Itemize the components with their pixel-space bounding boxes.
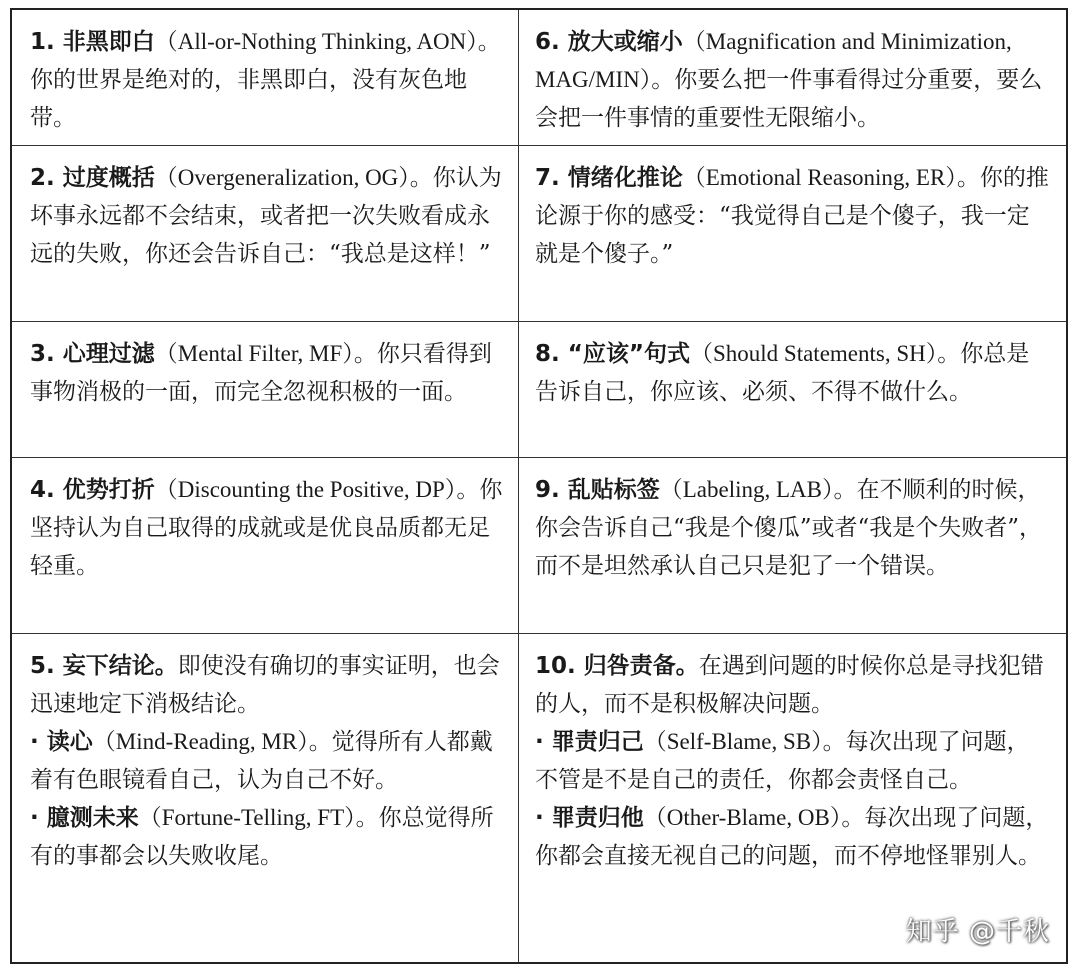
sub-item-description: 。每次出现了问题，你都会直接无视自己的问题，而不停地怪罪别人。: [535, 805, 1049, 869]
watermark: 知乎 @千秋: [905, 917, 1050, 947]
cell-heading: 1. 非黑即白: [30, 29, 155, 55]
cell-description: 。在不顺利的时候，你会告诉自己“我是个傻瓜”或者“我是个失败者”，而不是坦然承认自己只是犯了一个错误。: [535, 477, 1043, 579]
cell-english-term: （Overgeneralization, OG）: [154, 165, 410, 190]
cell-english-term: （Labeling, LAB）: [659, 477, 834, 502]
cell-heading: 4. 优势打折: [30, 477, 155, 503]
cell-heading: 2. 过度概括: [30, 165, 155, 191]
cell-6-magnification: [519, 10, 1066, 146]
sub-item-heading: · 臆测未来: [30, 805, 139, 831]
cell-intro: [30, 647, 504, 723]
sub-item-heading: · 读心: [30, 729, 93, 755]
cell-1-all-or-nothing: [12, 10, 519, 146]
cell-heading: 8. “应该”句式: [535, 341, 690, 367]
cell-7-emotional-reasoning: [519, 146, 1066, 322]
cell-description: 即使没有确切的事实证明，也会迅速地定下消极结论。: [30, 653, 500, 717]
cell-heading: 9. 乱贴标签: [535, 477, 660, 503]
cell-5-jumping-to-conclusions: [12, 634, 519, 962]
sub-item-heading: · 罪责归己: [535, 729, 644, 755]
cell-9-labeling: [519, 458, 1066, 634]
cell-2-overgeneralization: [12, 146, 519, 322]
cell-description: 。你总是告诉自己，你应该、必须、不得不做什么。: [535, 341, 1030, 405]
sub-item-english-term: （Self-Blame, SB）: [643, 729, 823, 754]
sub-item-other-blame: [535, 799, 1052, 875]
cell-english-term: （Mental Filter, MF）: [154, 341, 354, 366]
sub-item-mind-reading: [30, 723, 504, 799]
sub-item-description: 。每次出现了问题，不管是不是自己的责任，你都会责怪自己。: [535, 729, 1030, 793]
cell-description: 。你的世界是绝对的，非黑即白，没有灰色地带。: [30, 29, 501, 131]
sub-item-self-blame: [535, 723, 1052, 799]
cell-4-discounting-positive: [12, 458, 519, 634]
sub-item-heading: · 罪责归他: [535, 805, 644, 831]
cell-description: 。你认为坏事永远都不会结束，或者把一次失败看成永远的失败，你还会告诉自己：“我总是这样！”: [30, 165, 502, 267]
cell-heading: 3. 心理过滤: [30, 341, 155, 367]
cell-heading: 7. 情绪化推论: [535, 165, 683, 191]
cell-description: 。你坚持认为自己取得的成就或是优良品质都无足轻重。: [30, 477, 503, 579]
cell-heading: 5. 妄下结论。: [30, 653, 178, 679]
sub-item-description: 。你总觉得所有的事都会以失败收尾。: [30, 805, 494, 869]
cell-heading: 6. 放大或缩小: [535, 29, 683, 55]
cell-english-term: （All-or-Nothing Thinking, AON）: [154, 29, 478, 54]
cell-english-term: （Magnification and Minimization, MAG/MIN）: [535, 29, 1012, 92]
cell-description: 。你要么把一件事看得过分重要，要么会把一件事情的重要性无限缩小。: [535, 67, 1043, 131]
sub-item-english-term: （Other-Blame, OB）: [643, 805, 842, 830]
cell-intro: [535, 647, 1052, 723]
cell-description: 。你的推论源于你的感受：“我觉得自己是个傻子，我一定就是个傻子。”: [535, 165, 1049, 267]
cell-description: 。你只看得到事物消极的一面，而完全忽视积极的一面。: [30, 341, 492, 405]
distortions-table: [10, 8, 1068, 964]
cell-english-term: （Should Statements, SH）: [689, 341, 938, 366]
cell-english-term: （Discounting the Positive, DP）: [154, 477, 457, 502]
sub-item-english-term: （Mind-Reading, MR）: [92, 729, 309, 754]
sub-item-fortune-telling: [30, 799, 504, 875]
cell-8-should-statements: [519, 322, 1066, 458]
cell-english-term: （Emotional Reasoning, ER）: [682, 165, 957, 190]
cell-heading: 10. 归咎责备。: [535, 653, 699, 679]
sub-item-description: 。觉得所有人都戴着有色眼镜看自己，认为自己不好。: [30, 729, 493, 793]
cell-3-mental-filter: [12, 322, 519, 458]
cell-description: 在遇到问题的时候你总是寻找犯错的人，而不是积极解决问题。: [535, 653, 1044, 717]
sub-item-english-term: （Fortune-Telling, FT）: [138, 805, 356, 830]
